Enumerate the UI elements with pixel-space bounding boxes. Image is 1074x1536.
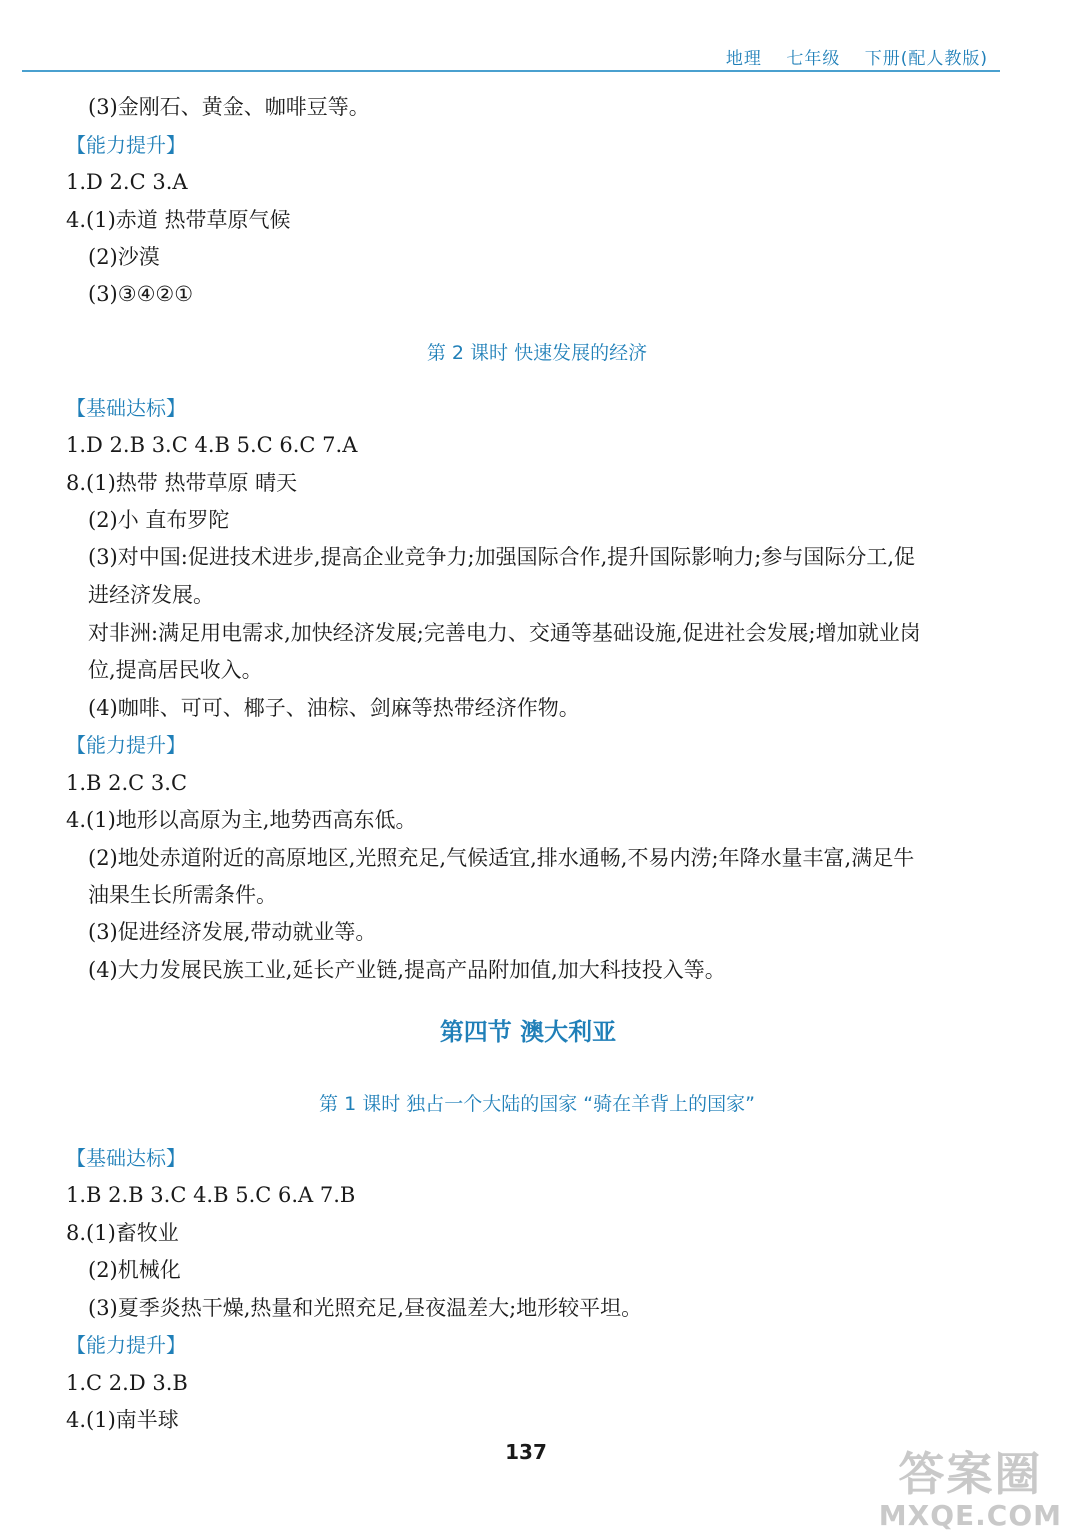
header-subject: 地理 (725, 49, 762, 69)
lesson-title: 第 1 课时 独占一个大陆的国家 “骑在羊背上的国家” (319, 1093, 755, 1115)
header-rule (22, 70, 1000, 72)
header-volume: 下册(配人教版) (864, 49, 988, 69)
answer-line: (2)地处赤道附近的高原地区,光照充足,气候适宜,排水通畅,不易内涝;年降水量丰富,满足牛 (88, 846, 915, 870)
answer-line: (3)促进经济发展,带动就业等。 (88, 920, 377, 944)
answer-line: 8.(1)热带 热带草原 晴天 (66, 471, 298, 495)
section-title: 第四节 澳大利亚 (439, 1017, 617, 1046)
answer-line: (4)大力发展民族工业,延长产业链,提高产品附加值,加大科技投入等。 (88, 958, 726, 982)
page-number: 137 (505, 1440, 547, 1464)
exercise-tag: 【能力提升】 (66, 133, 186, 157)
answer-line: 位,提高居民收入。 (88, 658, 263, 682)
answer-line: 1.B 2.B 3.C 4.B 5.C 6.A 7.B (66, 1183, 356, 1207)
watermark-logo-text: 答案圈 (898, 1447, 1043, 1501)
answer-line: 4.(1)赤道 热带草原气候 (66, 208, 291, 232)
answer-line: (3)③④②① (88, 282, 194, 306)
answer-line: 1.C 2.D 3.B (66, 1371, 188, 1395)
answer-line: (2)机械化 (88, 1258, 181, 1282)
exercise-tag: 【能力提升】 (66, 1333, 186, 1357)
answer-line: 1.B 2.C 3.C (66, 771, 188, 795)
answer-line: 进经济发展。 (88, 583, 214, 607)
watermark-site: MXQE.COM (878, 1499, 1062, 1532)
answer-line: (2)沙漠 (88, 245, 160, 269)
answer-line: (3)金刚石、黄金、咖啡豆等。 (88, 95, 370, 119)
answer-line: 1.D 2.B 3.C 4.B 5.C 6.C 7.A (66, 433, 358, 457)
answer-line: (3)对中国:促进技术进步,提高企业竞争力;加强国际合作,提升国际影响力;参与国际分工,促 (88, 545, 915, 569)
answer-line: 对非洲:满足用电需求,加快经济发展;完善电力、交通等基础设施,促进社会发展;增加就业岗 (88, 621, 921, 645)
answer-line: (2)小 直布罗陀 (88, 508, 230, 532)
exercise-tag: 【基础达标】 (66, 1146, 186, 1170)
answer-line: 4.(1)南半球 (66, 1408, 179, 1432)
page-header (708, 44, 988, 69)
answer-line: 1.D 2.C 3.A (66, 170, 188, 194)
answer-line: 4.(1)地形以高原为主,地势西高东低。 (66, 808, 417, 832)
answer-line: (4)咖啡、可可、椰子、油棕、剑麻等热带经济作物。 (88, 696, 580, 720)
answer-line: 8.(1)畜牧业 (66, 1221, 179, 1245)
answer-line: (3)夏季炎热干燥,热量和光照充足,昼夜温差大;地形较平坦。 (88, 1296, 643, 1320)
exercise-tag: 【基础达标】 (66, 396, 186, 420)
answer-line: 油果生长所需条件。 (88, 883, 277, 907)
exercise-tag: 【能力提升】 (66, 733, 186, 757)
watermark-logo (879, 1449, 1062, 1532)
header-grade: 七年级 (786, 49, 841, 69)
lesson-title: 第 2 课时 快速发展的经济 (426, 342, 648, 364)
